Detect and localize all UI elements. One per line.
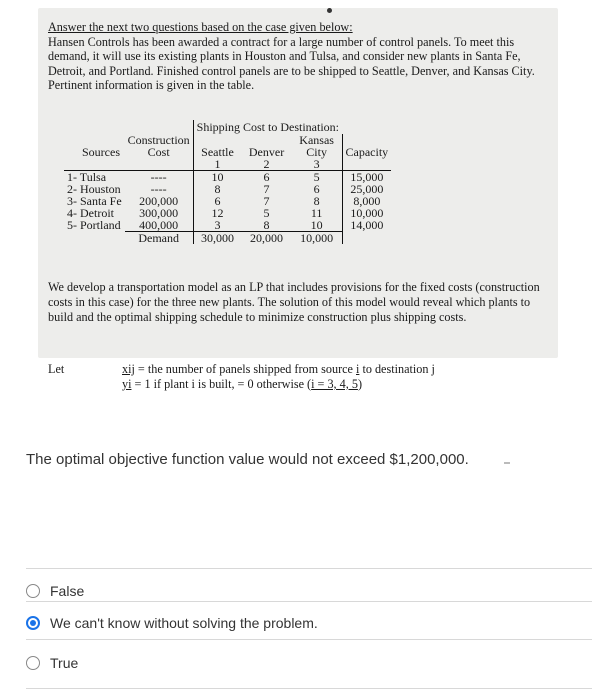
x-definition <box>122 362 435 377</box>
option-false[interactable] <box>26 583 84 599</box>
radio-selected-icon[interactable] <box>26 616 40 630</box>
capacity-cell: 14,000 <box>342 219 391 232</box>
demand-label: Demand <box>125 232 194 245</box>
construction-header-2: Cost <box>147 145 170 159</box>
cost-cell: ---- <box>150 182 167 196</box>
case-heading: Answer the next two questions based on the case given below: <box>48 20 353 34</box>
denver-cell: 7 <box>263 194 270 208</box>
denver-cell: 8 <box>263 218 270 232</box>
radio-icon[interactable] <box>26 584 40 598</box>
capacity-cell: 15,000 <box>342 171 391 184</box>
seattle-cell: 12 <box>193 207 241 219</box>
x-text: = the number of panels shipped from source <box>134 362 356 376</box>
cost-cell: 300,000 <box>139 206 179 220</box>
capacity-cell: 10,000 <box>342 207 391 219</box>
option-label: False <box>50 583 85 599</box>
y-variable: yi <box>122 377 132 391</box>
seattle-cell: 10 <box>193 171 241 184</box>
option-label: We can't know without solving the problem. <box>50 615 318 631</box>
shipping-header: Shipping Cost to Destination: <box>193 120 342 134</box>
source-cell: 1- Tulsa <box>67 170 107 184</box>
scan-dot <box>327 8 332 13</box>
kc-cell: 6 <box>313 182 320 196</box>
kc-cell: 8 <box>313 194 320 208</box>
source-cell: 4- Detroit <box>67 206 114 220</box>
model-text: We develop a transportation model as an LP that includes provisions for the fixed costs (construction costs in this case) for the three new plants. The solution of this model would reveal which plants to build and the optimal shipping schedule to minimize construction plus shipping costs. <box>48 280 540 324</box>
x-index: i <box>356 362 360 376</box>
divider <box>26 688 592 689</box>
dest-name-denver: Denver <box>248 145 285 159</box>
capacity-header: Capacity <box>342 146 391 158</box>
case-intro <box>48 20 548 93</box>
dest-num-1: 1 <box>193 158 241 171</box>
dest-name-seattle: Seattle <box>193 146 241 158</box>
radio-icon[interactable] <box>26 656 40 670</box>
minus-icon <box>504 462 510 464</box>
source-cell: 2- Houston <box>67 182 121 196</box>
x-variable: xij <box>122 362 135 376</box>
capacity-cell: 8,000 <box>342 195 391 207</box>
y-end: ) <box>357 377 362 391</box>
y-definition <box>122 377 362 392</box>
option-true[interactable] <box>26 655 78 671</box>
dest-num-2: 2 <box>241 158 291 171</box>
x-text-2: to destination j <box>359 362 435 376</box>
table-row <box>64 219 391 232</box>
case-body: Hansen Controls has been awarded a contract for a large number of control panels. To meet this demand, it will use its existing plants in Houston and Tulsa, and consider new plants in Santa Fe, Detroit, and Portland. Finished control panels are to be shipped to Seattle, Denver, and Kansas City. Pertinent information is given in the table. <box>48 34 535 92</box>
option-cant-know[interactable] <box>26 615 318 631</box>
sources-header: Sources <box>82 145 120 159</box>
denver-cell: 7 <box>263 182 270 196</box>
denver-cell: 5 <box>263 206 270 220</box>
seattle-cell: 8 <box>193 183 241 195</box>
divider <box>26 601 592 602</box>
kansas-header: Kansas <box>299 133 334 147</box>
divider <box>26 639 592 640</box>
y-range: i = 3, 4, 5 <box>311 377 358 391</box>
y-text: = 1 if plant i is built, = 0 otherwise ( <box>131 377 312 391</box>
question-text: The optimal objective function value would not exceed $1,200,000. <box>26 451 469 468</box>
kc-cell: 11 <box>310 206 323 220</box>
source-cell: 5- Portland <box>67 218 121 233</box>
cost-cell: 400,000 <box>139 218 179 232</box>
capacity-cell: 25,000 <box>342 183 391 195</box>
seattle-cell: 3 <box>193 219 241 232</box>
table-row <box>64 207 391 219</box>
demand-denver: 20,000 <box>241 232 291 245</box>
divider <box>26 568 592 569</box>
source-cell: 3- Santa Fe <box>67 194 122 208</box>
demand-kc: 10,000 <box>292 232 342 245</box>
option-label: True <box>50 655 79 671</box>
construction-header-1: Construction <box>127 133 190 147</box>
demand-row <box>64 232 391 245</box>
dest-num-3: 3 <box>292 158 342 171</box>
case-image <box>38 8 558 391</box>
let-label: Let <box>48 362 65 376</box>
kc-cell: 5 <box>313 170 320 184</box>
kc-cell: 10 <box>310 218 323 232</box>
denver-cell: 6 <box>263 170 270 184</box>
cost-cell: ---- <box>150 170 167 184</box>
demand-seattle: 30,000 <box>193 232 241 245</box>
seattle-cell: 6 <box>193 195 241 207</box>
dest-name-kc: City <box>306 145 327 159</box>
cost-cell: 200,000 <box>139 194 179 208</box>
data-table <box>64 120 391 244</box>
